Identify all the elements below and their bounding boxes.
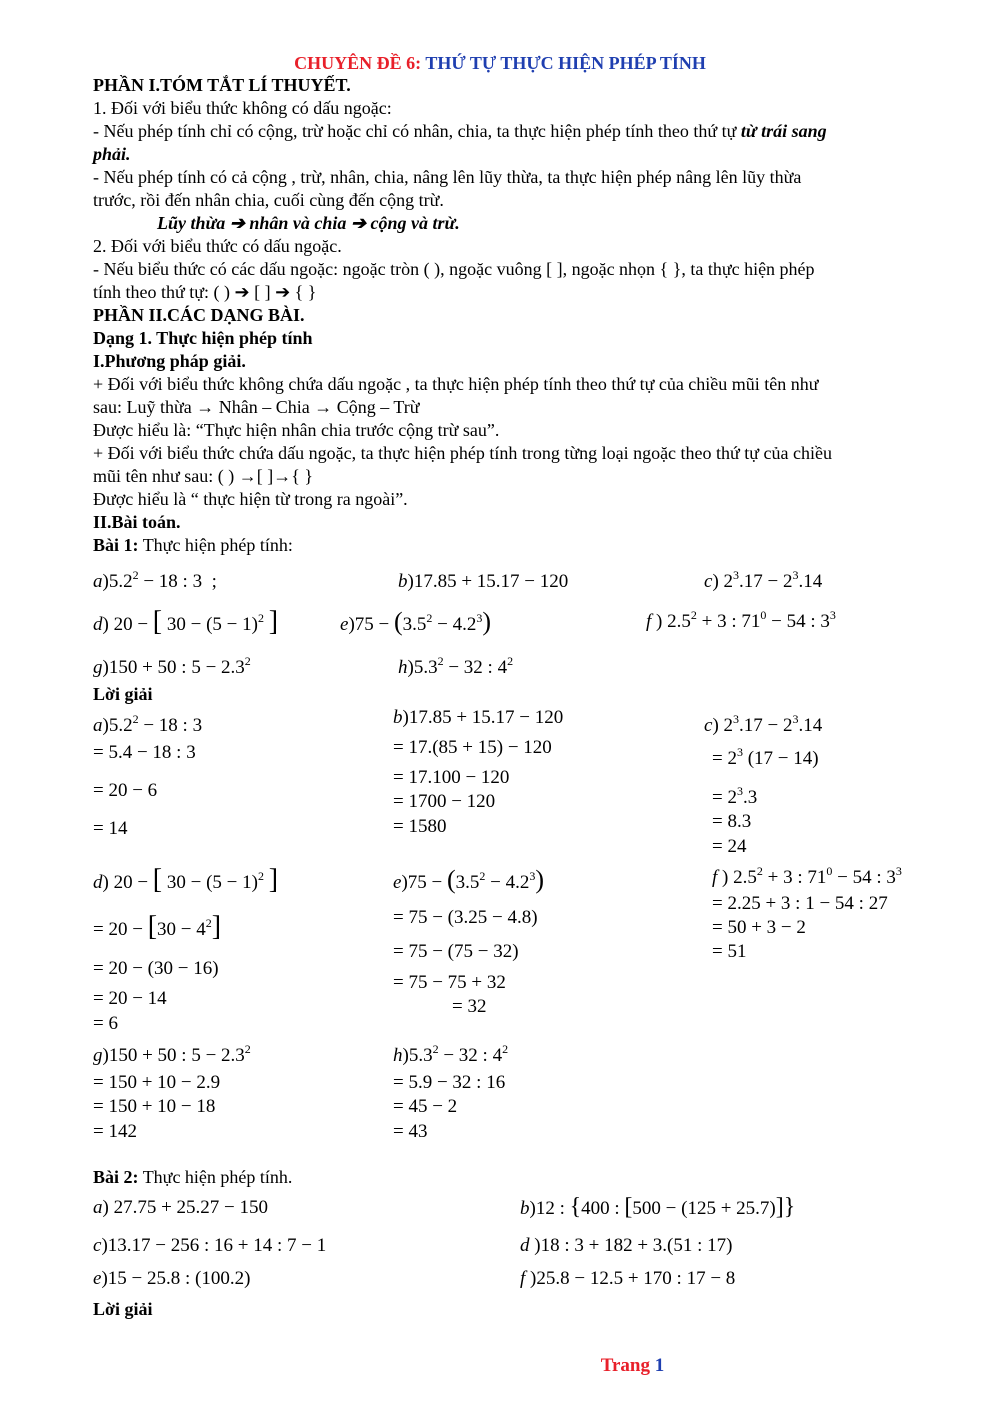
problem-2d: d )18 : 3 + 182 + 3.(51 : 17)	[520, 1235, 733, 1256]
problem-1c: c) $2^3.17 - 2^3.14$	[704, 568, 823, 592]
problem-2a: a) 27.75 + 25.27 − 150	[93, 1197, 269, 1218]
problem-1a: $a)5.2^2 - 18$ : 3 ;	[93, 568, 217, 592]
problem-1e: $e)75 - (3.5^2 - 4.2^3)$	[340, 607, 492, 636]
problem-1h: $h)5.3^2 - 32$ : $4^2$	[398, 654, 514, 678]
bai2-heading: Bài 2: Thực hiện phép tính.	[93, 1167, 293, 1187]
problem-2e: e)15 − 25.8 : (100.2)	[93, 1268, 251, 1289]
part2-heading: PHẦN II.CÁC DẠNG BÀI.	[93, 305, 305, 325]
problem-1b: b)17.85 + 15.17 − 120	[398, 571, 569, 592]
problem-2c: c)13.17 − 256 : 16 + 14 : 7 − 1	[93, 1235, 327, 1256]
document-title: CHUYÊN ĐỀ 6: THỨ TỰ THỰC HIỆN PHÉP TÍNH	[294, 53, 706, 73]
problem-1d: d) 20 − [ $30 - (5 - 1)^2$ ]	[93, 606, 279, 637]
page-footer: Trang 1	[600, 1355, 665, 1376]
problem-1g: g)150 + 50 : $5 - 2.3^2$	[93, 654, 251, 678]
solution-heading-1: Lời giải	[93, 684, 153, 704]
theory-section: PHẦN I.TÓM TẮT LÍ THUYẾT. 1. Đối với biểu thức không có dấu ngoặc: - Nếu phép tính chỉ có cộng, trừ hoặc chỉ có nhân, chia, ta thực hiện phép tính theo thứ tự từ trái sang phải. - Nếu phép tính có cả cộng , trừ, nhân, chia, nâng lên lũy thừa, ta thực hiện phép nâng lên lũy thừa trước, rồi đến nhân chia, cuối cùng đến cộng trừ. Lũy thừa ➔ nhân và chia ➔ cộng và trừ. 2. Đối với biểu thức có dấu ngoặc. - Nếu biểu thức có các dấu ngoặc: ngoặc tròn ( ), ngoặc vuông [ ], ngoặc nhọn { }, ta thực hiện phép tính theo thứ tự: ( ) ➔ [ ] ➔ { } PHẦN II.CÁC DẠNG BÀI. Dạng 1. Thực hiện phép tính I.Phương pháp giải. + Đối với biểu thức không chứa dấu ngoặc , ta thực hiện phép tính theo thứ tự của chiều mũi tên như sau: Luỹ thừa → Nhân – Chia → Cộng – Trừ Được hiểu là: “Thực hiện nhân chia trước cộng trừ sau”. + Đối với biểu thức chứa dấu ngoặc, ta thực hiện phép tính trong từng loại ngoặc theo thứ tự của chiều mũi tên như sau: ( ) →[ ]→{ } Được hiểu là “ thực hiện từ trong ra ngoài”. II.Bài toán. Bài 1: Thực hiện phép tính:	[93, 74, 933, 557]
problem-2b: b)12 : {400 : [500 − (125 + 25.7)]}	[520, 1194, 796, 1220]
problem-2f: f )25.8 − 12.5 + 170 : 17 − 8	[520, 1268, 736, 1289]
problem-1f: f ) $2.5^2 + 3$ : $71^0 - 54$ : $3^3$	[646, 608, 836, 632]
solution-heading-2: Lời giải	[93, 1299, 153, 1319]
part1-heading: PHẦN I.TÓM TẮT LÍ THUYẾT.	[93, 75, 351, 95]
